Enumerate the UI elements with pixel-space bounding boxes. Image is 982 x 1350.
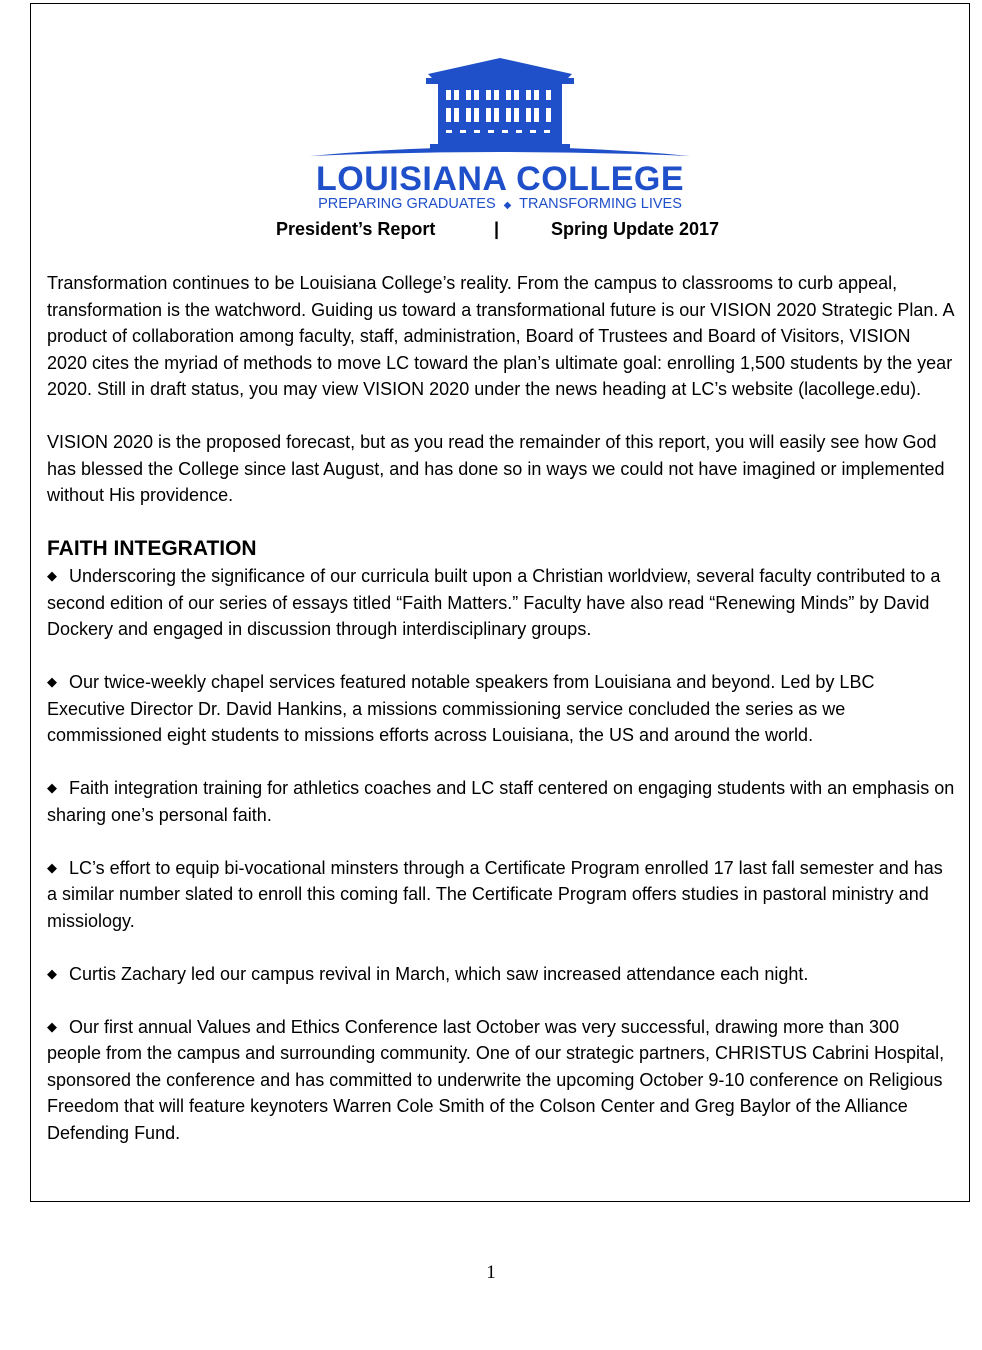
header-separator: | [494,219,500,239]
bullet-text: Curtis Zachary led our campus revival in March, which saw increased attendance each night. [69,963,809,984]
diamond-bullet-icon: ◆ [47,859,57,875]
bullet-item [47,961,955,988]
tagline-right: TRANSFORMING LIVES [519,196,682,212]
college-tagline [318,196,682,212]
bullet-item [47,775,955,828]
report-body [47,270,955,1173]
bullet-item [47,669,955,749]
tagline-left: PREPARING GRADUATES [318,196,496,212]
section-heading: FAITH INTEGRATION [47,537,257,560]
diamond-bullet-icon: ◆ [47,780,57,795]
bullet-text: Our first annual Values and Ethics Conference last October was very successful, drawing more than 300 people from the campus and surrounding community. One of our strategic partners, CHRISTUS Cabrini Hospital, sponsored the conference and has committed to underwrite the upcoming October 9-10 conference on Religious Freedom that will feature keynoters Warren Cole Smith of the Colson Center and Greg Baylor of the Alliance Defending Fund. [47,1016,945,1143]
report-title: President’s Report [276,219,436,239]
bullet-text: Faith integration training for athletics coaches and LC staff centered on engaging students with an emphasis on sharing one’s personal faith. [47,778,955,825]
college-logo [31,52,969,217]
college-building-icon [290,52,710,214]
report-header [31,219,969,245]
report-edition: Spring Update 2017 [551,219,720,239]
diamond-bullet-icon: ◆ [47,674,57,689]
bullet-text: LC’s effort to equip bi-vocational minsters through a Certificate Program enrolled 17 last fall semester and has a similar number slated to enroll this coming fall. The Certificate Program offers studies in pastoral ministry and missiology. [47,857,943,931]
bullet-text: Our twice-weekly chapel services featured notable speakers from Louisiana and beyond. Led by LBC Executive Director Dr. David Hankins, a missions commissioning service concluded the series as we commissioned eight students to missions efforts across Louisiana, the US and around the world. [47,672,875,745]
page-frame [30,3,970,1202]
page-number: 1 [486,1262,496,1283]
bullet-text: Underscoring the significance of our curricula built upon a Christian worldview, several faculty contributed to a second edition of our series of essays titled “Faith Matters.” Faculty have also read “Renewing Minds” by David Dockery and engaged in discussion through interdisciplinary groups. [47,566,941,639]
diamond-bullet-icon: ◆ [47,965,57,981]
intro-paragraph-2: VISION 2020 is the proposed forecast, but as you read the remainder of this report, you will easily see how God has blessed the College since last August, and has done so in ways we could not have imagined or implemented without His providence. [47,432,945,505]
intro-paragraph-1: Transformation continues to be Louisiana College’s reality. From the campus to classrooms to curb appeal, transformation is the watchword. Guiding us toward a transformational future is our VISION 2020 Strategic Plan. A product of collaboration among faculty, staff, administration, Board of Trustees and Board of Visitors, VISION 2020 cites the myriad of methods to move LC toward the plan’s ultimate goal: enrolling 1,500 students by the year 2020. Still in draft status, you may view VISION 2020 under the news heading at LC’s website (lacollege.edu). [47,273,954,399]
bullet-item [47,855,955,935]
bullet-item [47,563,955,643]
diamond-bullet-icon: ◆ [47,1018,57,1034]
diamond-bullet-icon: ◆ [47,568,57,583]
college-name: LOUISIANA COLLEGE [315,160,685,198]
bullet-item [47,1014,955,1147]
tagline-diamond-icon: ◆ [503,200,512,211]
